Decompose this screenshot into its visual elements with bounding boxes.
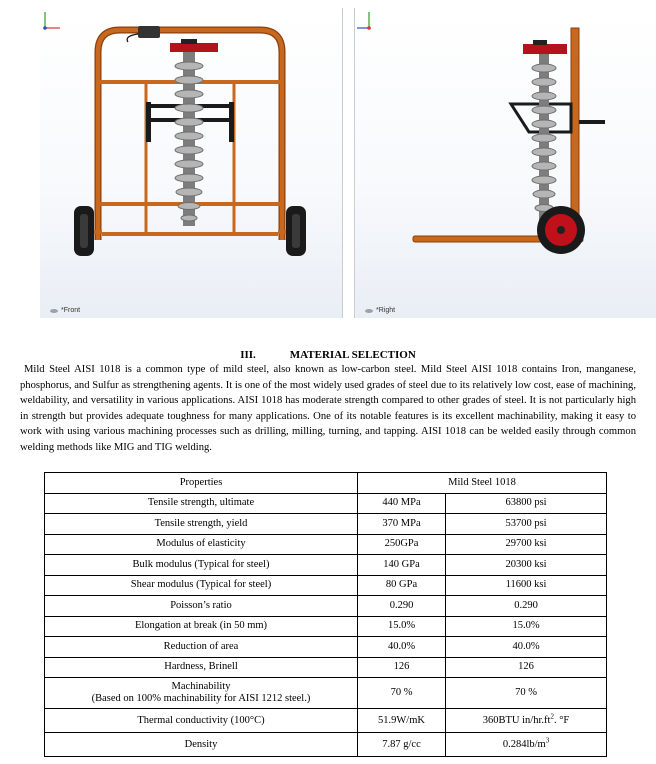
front-view-label: *Front [50,307,80,314]
property-name: Thermal conductivity (100°C) [137,714,265,726]
section-paragraph: Mild Steel AISI 1018 is a common type of mild steel, also known as low-carbon steel. Mild Steel AISI 1018 contains Iron, manganese, phosphorus, and Sulfur as strengthening agents. It is one of the most widely used grades of steel due to its relatively low cost, ease of machining, weldability, and versatility in various applications. AISI 1018 has moderate strength compared to other grades of steel. It is not particularly high in strength but provides adequate toughness for many applications. One of its notable features is its excellent machinability, making it easy to work with using various machining processes such as drilling, milling, turning, and tapping. AISI 1018 can be welded easily through common welding methods like MIG and TIG welding. [20,364,636,453]
motor-head-side [523,44,567,54]
cell-property [45,616,358,637]
imperial-value: 63800 psi [505,497,547,509]
imperial-value: 40.0% [512,640,540,652]
cad-right-view [354,8,656,318]
cell-imperial-value [446,575,607,596]
cell-property [45,555,358,576]
axis-triad-icon [40,8,66,34]
property-name: Tensile strength, yield [154,517,248,529]
cell-metric-value: 0.290 [358,596,446,617]
table-header-row [45,473,607,494]
property-name: Hardness, Brinell [164,661,238,673]
front-view-drawing [40,8,342,318]
imperial-superscript: 2 [550,712,554,720]
imperial-value: 20300 ksi [505,558,547,570]
imperial-value: 29700 ksi [505,538,547,550]
control-cable [127,34,138,42]
property-name: Tensile strength, ultimate [147,497,255,509]
imperial-value: 0.284lb/m [502,738,546,750]
cell-property [45,596,358,617]
clamp-right [229,102,234,142]
table-row [45,678,607,709]
cell-imperial-value [446,678,607,709]
property-name: Bulk modulus (Typical for steel) [132,558,270,570]
cell-metric-value: 370 MPa [358,514,446,535]
cell-metric-value: 70 % [358,678,446,709]
table-row [45,709,607,733]
imperial-value: 15.0% [512,620,540,632]
table-row [45,575,607,596]
cell-metric-value: 250GPa [358,534,446,555]
cell-imperial-value [446,534,607,555]
cell-metric-value: 51.9W/mK [358,709,446,733]
section-heading [0,349,656,361]
cell-metric-value: 7.87 g/cc [358,733,446,757]
cad-front-view [40,8,343,318]
table-row [45,596,607,617]
imperial-value: 11600 ksi [505,579,547,591]
imperial-value: 126 [518,661,534,673]
header-properties: Properties [45,473,358,494]
handle-bar [579,120,605,124]
cell-metric-value: 80 GPa [358,575,446,596]
cell-property [45,657,358,678]
material-properties-table [44,472,607,757]
cell-metric-value: 440 MPa [358,493,446,514]
right-view-label: *Right [365,307,395,314]
control-box [138,26,160,38]
motor-cap [181,39,197,44]
cell-metric-value: 126 [358,657,446,678]
cell-imperial-value [446,709,607,733]
cell-property [45,678,358,709]
cell-property [45,637,358,658]
cell-property [45,493,358,514]
motor-head [170,43,218,52]
imperial-value: 0.290 [514,599,538,611]
cell-imperial-value [446,555,607,576]
cell-metric-value: 140 GPa [358,555,446,576]
section-title: MATERIAL SELECTION [289,349,416,361]
eye-icon [50,309,58,313]
cell-imperial-value [446,637,607,658]
cell-property [45,733,358,757]
imperial-suffix: . °F [553,714,570,726]
table-row [45,657,607,678]
cell-property [45,575,358,596]
imperial-value: 53700 psi [505,517,547,529]
cell-metric-value: 40.0% [358,637,446,658]
property-name: Elongation at break (in 50 mm) [134,620,268,632]
cell-property [45,709,358,733]
cell-imperial-value [446,733,607,757]
section-number: III. [240,349,256,361]
property-name: Machinability [171,681,231,692]
property-note: (Based on 100% machinability for AISI 1212 steel.) [91,693,311,704]
property-name: Poisson’s ratio [170,599,232,611]
clamp-left [146,102,151,142]
imperial-value: 70 % [515,687,537,698]
imperial-superscript: 3 [545,736,550,744]
cell-metric-value: 15.0% [358,616,446,637]
cell-imperial-value [446,657,607,678]
property-name: Shear modulus (Typical for steel) [130,579,272,591]
property-name: Density [184,738,218,750]
cell-imperial-value [446,493,607,514]
cell-imperial-value [446,596,607,617]
property-name: Reduction of area [163,640,239,652]
cell-imperial-value [446,616,607,637]
cell-imperial-value [446,514,607,535]
header-material: Mild Steel 1018 [358,473,607,494]
table-row [45,493,607,514]
cell-property [45,534,358,555]
table-row [45,555,607,576]
eye-icon [365,309,373,313]
table-row [45,514,607,535]
imperial-value: 360BTU in/hr.ft [482,714,551,726]
frame-post [571,28,579,240]
table-row [45,637,607,658]
property-name: Modulus of elasticity [156,538,246,550]
right-view-drawing [355,8,656,318]
table-row [45,733,607,757]
table-row [45,616,607,637]
cell-property [45,514,358,535]
axis-triad-icon [355,8,381,34]
table-row [45,534,607,555]
